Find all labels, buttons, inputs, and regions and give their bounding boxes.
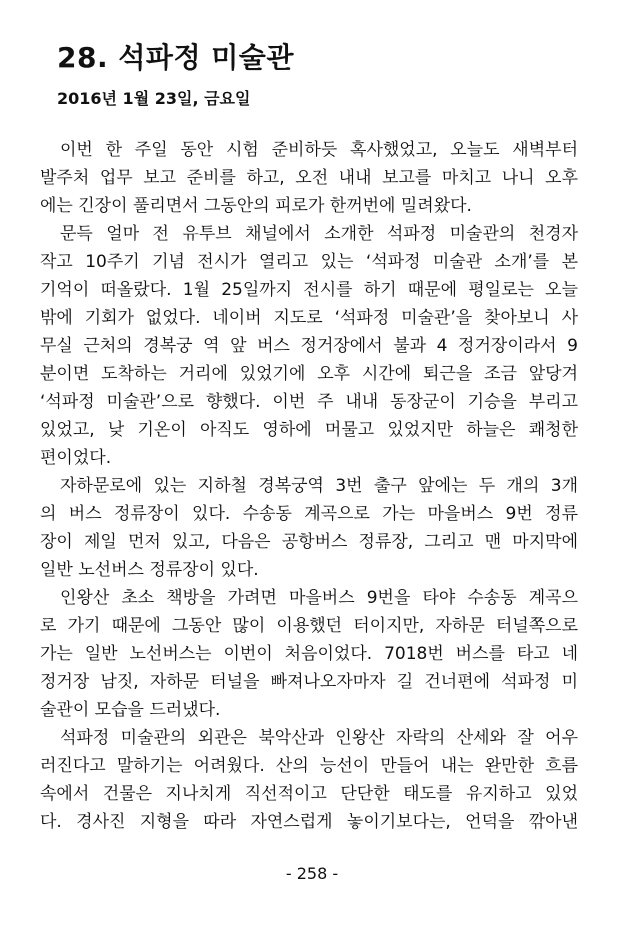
page-number: - 258 - <box>285 864 339 883</box>
chapter-title: 28. 석파정 미술관 <box>57 41 294 74</box>
text-line: 이번 한 주일 동안 시험 준비하듯 혹사했었고, 오늘도 새벽부터 <box>60 140 578 160</box>
text-line: 다. 경사진 지형을 따라 자연스럽게 놓이기보다는, 언덕을 깎아낸 <box>40 812 578 832</box>
paragraph <box>40 136 578 220</box>
text-line: 발주처 업무 보고 준비를 하고, 오전 내내 보고를 마치고 나니 오후 <box>40 168 578 188</box>
text-line: 석파정 미술관의 외관은 북악산과 인왕산 자락의 산세와 잘 어우 <box>60 728 578 748</box>
text-line: 작고 10주기 기념 전시가 열리고 있는 ‘석파정 미술관 소개’를 본 <box>40 252 578 272</box>
text-line: 있었고, 낮 기온이 아직도 영하에 머물고 있었지만 하늘은 쾌청한 <box>40 420 578 440</box>
text-line: 일반 노선버스 정류장이 있다. <box>40 560 259 580</box>
text-line: 속에서 건물은 지나치게 직선적이고 단단한 태도를 유지하고 있었 <box>40 784 578 804</box>
text-line: 가는 일반 노선버스는 이번이 처음이었다. 7018번 버스를 타고 네 <box>40 644 578 664</box>
text-line: 의 버스 정류장이 있다. 수송동 계곡으로 가는 마을버스 9번 정류 <box>40 504 578 524</box>
text-line: 장이 제일 먼저 있고, 다음은 공항버스 정류장, 그리고 맨 마지막에 <box>40 532 578 552</box>
chapter-date: 2016년 1월 23일, 금요일 <box>57 89 251 108</box>
text-line: 인왕산 초소 책방을 가려면 마을버스 9번을 타야 수송동 계곡으 <box>60 588 578 608</box>
text-line: 술관이 모습을 드러냈다. <box>40 700 221 720</box>
paragraph <box>40 724 578 836</box>
text-line: 정거장 남짓, 자하문 터널을 빠져나오자마자 길 건너편에 석파정 미 <box>40 672 578 692</box>
text-line: 에는 긴장이 풀리면서 그동안의 피로가 한꺼번에 밀려왔다. <box>40 196 472 216</box>
text-line: 밖에 기회가 없었다. 네이버 지도로 ‘석파정 미술관’을 찾아보니 사 <box>40 308 578 328</box>
text-line: 문득 얼마 전 유투브 채널에서 소개한 석파정 미술관의 천경자 <box>60 224 578 244</box>
paragraph <box>40 220 578 472</box>
paragraph <box>40 472 578 584</box>
text-line: 러진다고 말하기는 어려웠다. 산의 능선이 만들어 내는 완만한 흐름 <box>40 756 578 776</box>
text-line: 자하문로에 있는 지하철 경복궁역 3번 출구 앞에는 두 개의 3개 <box>60 476 578 496</box>
text-line: 분이면 도착하는 거리에 있었기에 오후 시간에 퇴근을 조금 앞당겨 <box>40 364 578 384</box>
text-line: 기억이 떠올랐다. 1월 25일까지 전시를 하기 때문에 평일로는 오늘 <box>40 280 578 300</box>
text-line: ‘석파정 미술관’으로 향했다. 이번 주 내내 동장군이 기승을 부리고 <box>40 392 578 412</box>
body-text <box>40 136 578 836</box>
text-line: 로 가기 때문에 그동안 많이 이용했던 터이지만, 자하문 터널쪽으로 <box>40 616 578 636</box>
paragraph <box>40 584 578 724</box>
text-line: 무실 근처의 경복궁 역 앞 버스 정거장에서 불과 4 정거장이라서 9 <box>40 336 578 356</box>
text-line: 편이었다. <box>40 448 112 468</box>
